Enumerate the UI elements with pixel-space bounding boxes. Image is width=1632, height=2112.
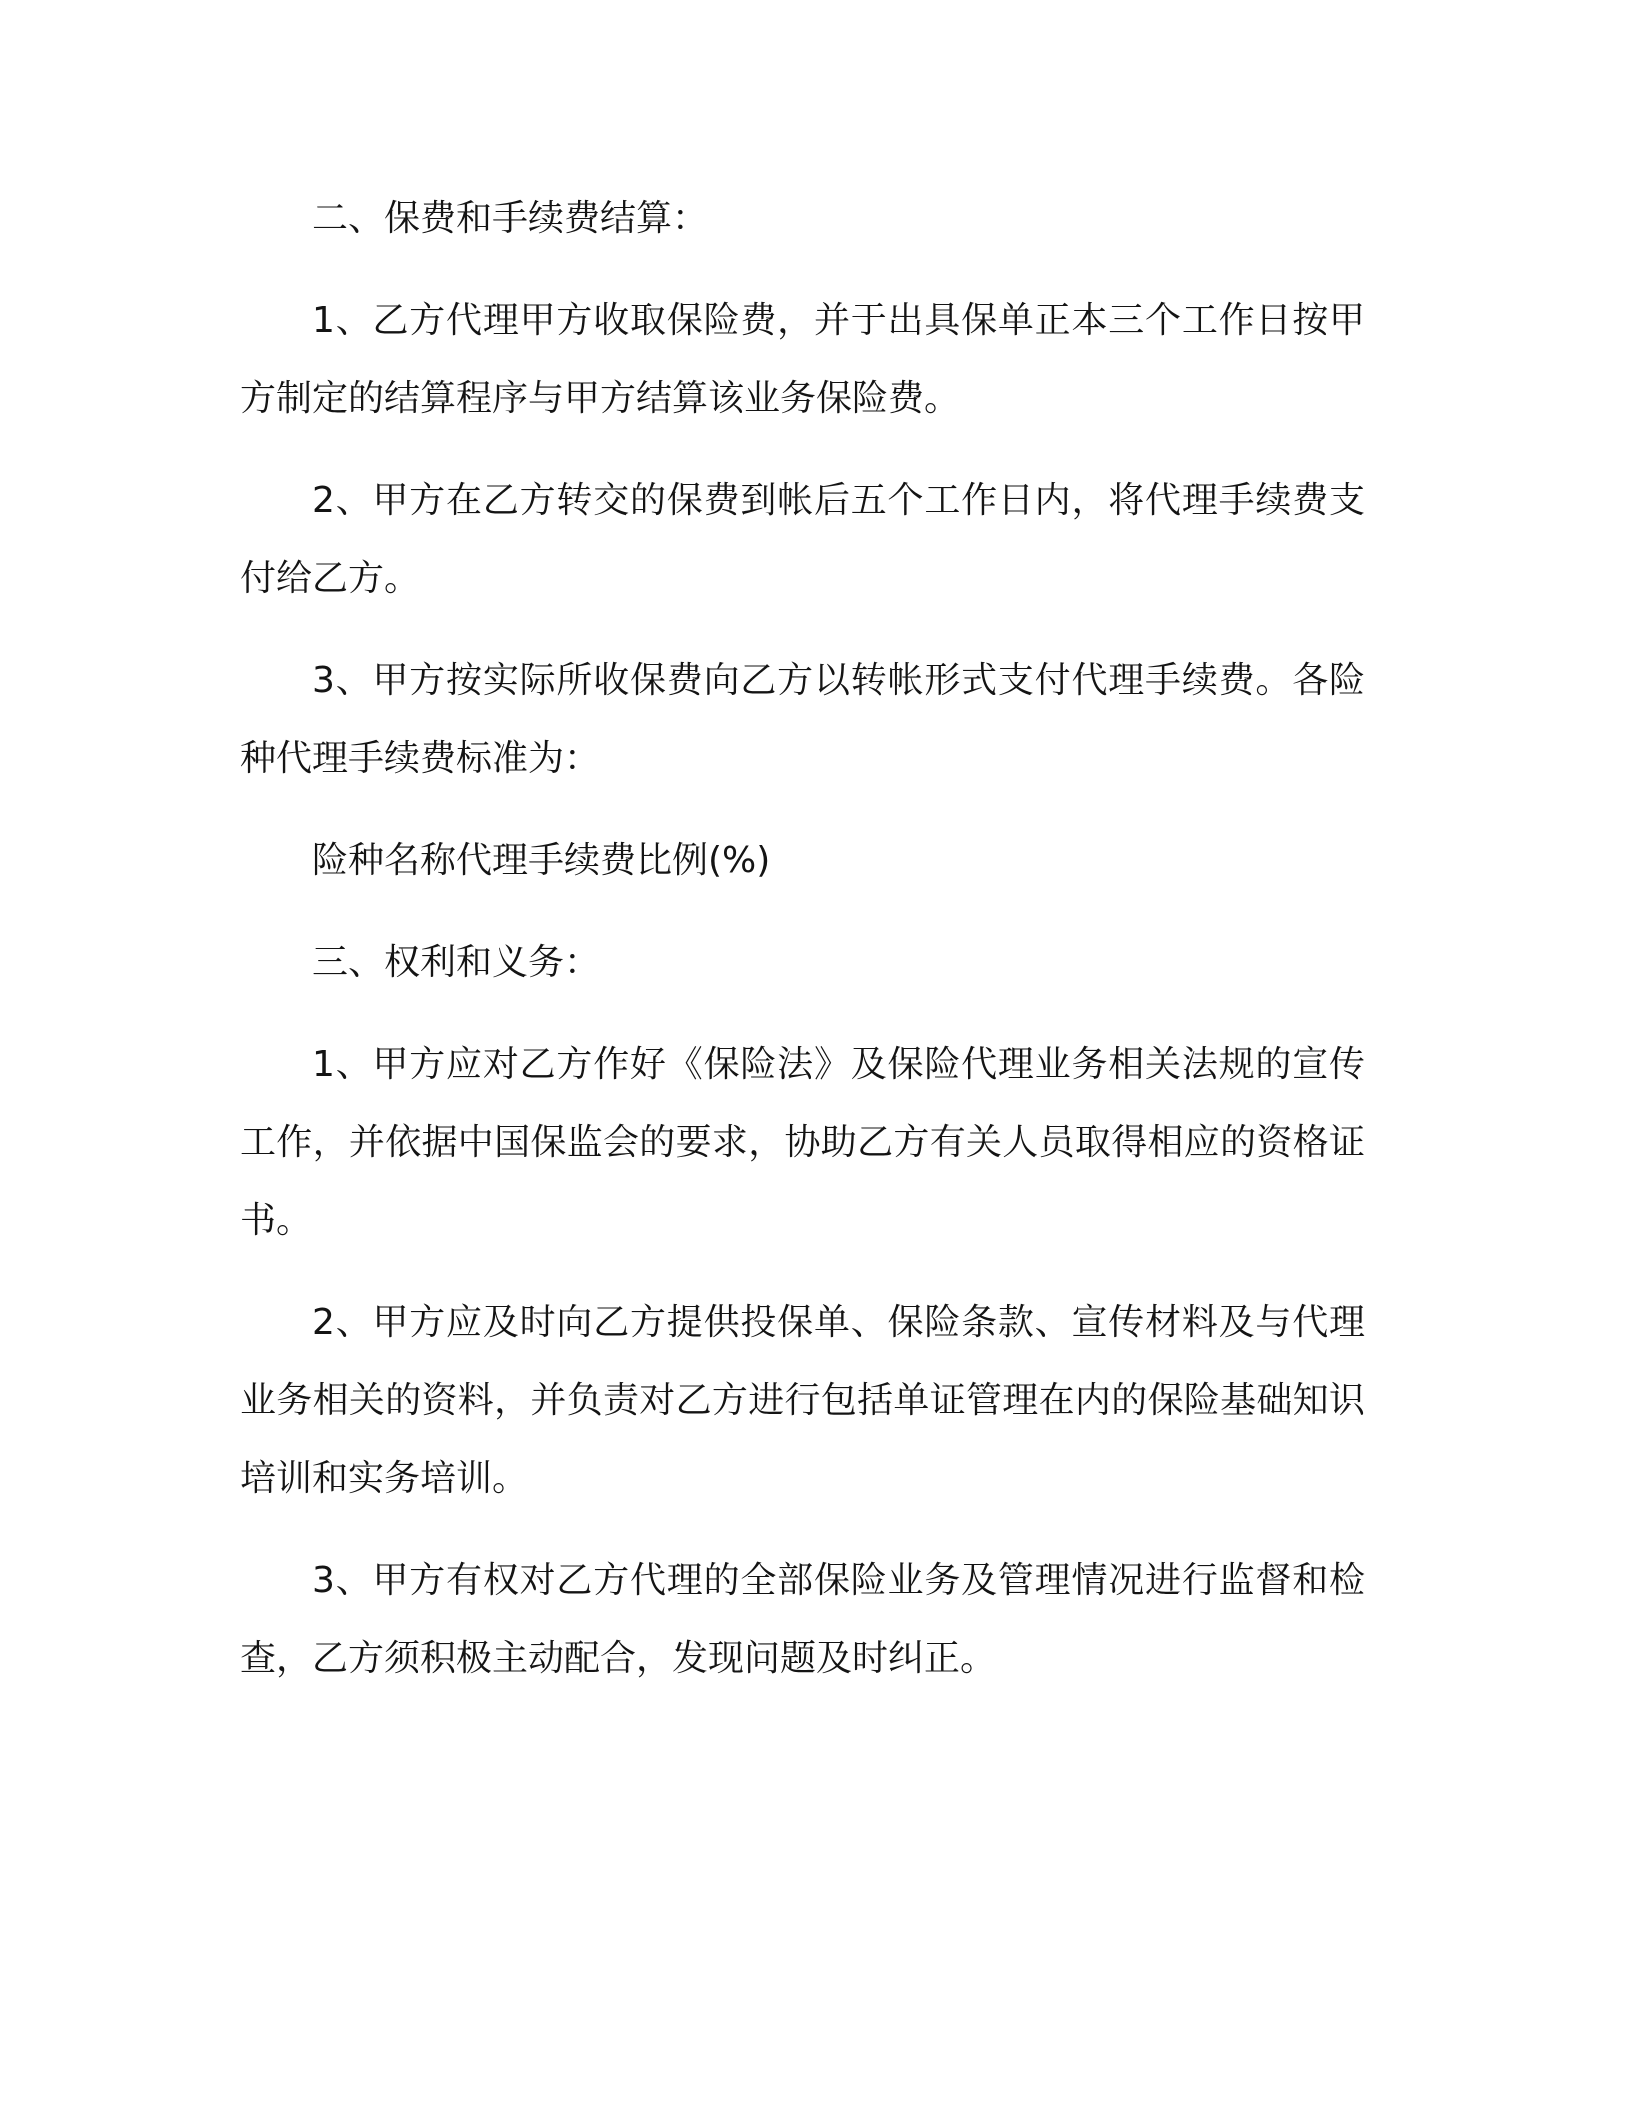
- section3-heading: 三、权利和义务：: [312, 942, 601, 983]
- section3-item-3: 3、甲方有权对乙方代理的全部保险业务及管理情况进行监督和检查，乙方须积极主动配合，发现问题及时纠正。: [240, 1560, 1365, 1679]
- section3-item-1: 1、甲方应对乙方作好《保险法》及保险代理业务相关法规的宣传工作，并依据中国保监会的要求，协助乙方有关人员取得相应的资格证书。: [240, 1044, 1365, 1241]
- section2-item-1: 1、乙方代理甲方收取保险费，并于出具保单正本三个工作日按甲方制定的结算程序与甲方结算该业务保险费。: [240, 300, 1365, 419]
- document-body: [240, 180, 1365, 1722]
- fee-table-header: 险种名称代理手续费比例(%): [312, 840, 771, 881]
- section2-item-2: 2、甲方在乙方转交的保费到帐后五个工作日内，将代理手续费支付给乙方。: [240, 480, 1365, 599]
- section2-heading: 二、保费和手续费结算：: [312, 198, 709, 239]
- section3-item-2: 2、甲方应及时向乙方提供投保单、保险条款、宣传材料及与代理业务相关的资料，并负责对乙方进行包括单证管理在内的保险基础知识培训和实务培训。: [240, 1302, 1365, 1499]
- section2-item-3: 3、甲方按实际所收保费向乙方以转帐形式支付代理手续费。各险种代理手续费标准为：: [240, 660, 1365, 779]
